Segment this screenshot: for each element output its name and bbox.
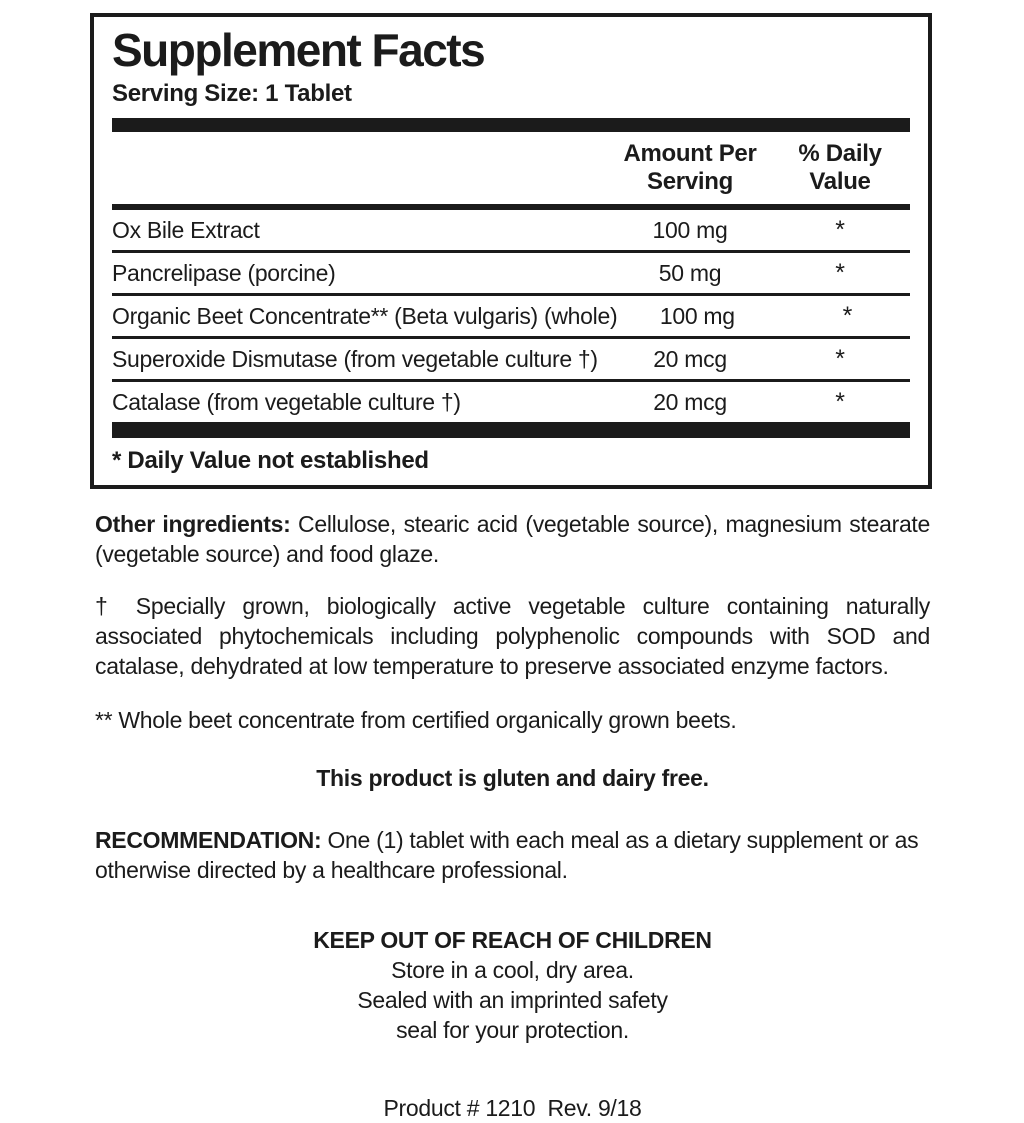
double-asterisk-footnote: ** Whole beet concentrate from certified organically grown beets. bbox=[95, 707, 737, 734]
recommendation-text: One (1) tablet with each meal as a dietary supplement or as otherwise directed by a healthcare professional. bbox=[95, 827, 919, 884]
ingredient-amount: 100 mg bbox=[659, 302, 735, 329]
table-row bbox=[112, 293, 910, 336]
ingredient-name: Pancrelipase (porcine) bbox=[112, 259, 336, 286]
other-ingredients-text: Cellulose, stearic acid (vegetable source), magnesium stearate (vegetable source) and food glaze. bbox=[95, 511, 931, 568]
storage-line: Store in a cool, dry area. bbox=[391, 957, 634, 984]
table-row bbox=[112, 210, 910, 250]
ingredients-table bbox=[112, 204, 910, 422]
ingredient-amount: 50 mg bbox=[658, 259, 722, 286]
recommendation-paragraph bbox=[95, 825, 930, 885]
product-number: Product # 1210 Rev. 9/18 bbox=[383, 1095, 642, 1122]
ingredient-name: Superoxide Dismutase (from vegetable culture †) bbox=[112, 345, 598, 372]
ingredient-amount: 20 mcg bbox=[653, 345, 727, 372]
ingredient-daily-value: * bbox=[835, 387, 845, 416]
header-percent-daily-value: % Daily Value bbox=[798, 139, 882, 195]
ingredient-daily-value: * bbox=[842, 301, 853, 330]
dagger-footnote: † Specially grown, biologically active vegetable culture containing naturally associated phytochemicals including polyphenolic compounds with SOD and catalase, dehydrated at low temperature to preserve associated enzyme factors. bbox=[95, 593, 930, 680]
header-amount-per-serving: Amount Per Serving bbox=[623, 139, 757, 195]
daily-value-footnote: * Daily Value not established bbox=[112, 447, 429, 475]
keep-out-of-reach-warning: KEEP OUT OF REACH OF CHILDREN bbox=[313, 927, 712, 954]
ingredient-name: Organic Beet Concentrate** (Beta vulgaris) (whole) bbox=[112, 302, 618, 329]
ingredient-name: Catalase (from vegetable culture †) bbox=[112, 388, 461, 415]
divider-thick-bottom bbox=[112, 422, 910, 438]
table-row bbox=[112, 336, 910, 379]
ingredient-amount: 20 mcg bbox=[653, 388, 727, 415]
gluten-dairy-free-statement: This product is gluten and dairy free. bbox=[316, 765, 709, 792]
supplement-facts-panel bbox=[90, 13, 932, 489]
ingredient-daily-value: * bbox=[835, 258, 845, 287]
storage-line: seal for your protection. bbox=[396, 1017, 629, 1044]
ingredient-name: Ox Bile Extract bbox=[112, 216, 260, 243]
table-header-row bbox=[112, 132, 910, 205]
recommendation-label: RECOMMENDATION: bbox=[95, 827, 322, 854]
panel-title: Supplement Facts bbox=[112, 24, 485, 76]
storage-line: Sealed with an imprinted safety bbox=[357, 987, 668, 1014]
table-row bbox=[112, 379, 910, 422]
serving-size: Serving Size: 1 Tablet bbox=[112, 79, 352, 107]
table-row bbox=[112, 250, 910, 293]
ingredient-daily-value: * bbox=[835, 215, 845, 244]
ingredient-daily-value: * bbox=[835, 344, 845, 373]
other-ingredients-paragraph bbox=[95, 509, 930, 569]
other-ingredients-label: Other ingredients: bbox=[95, 511, 291, 538]
divider-thick-top bbox=[112, 118, 910, 132]
ingredient-amount: 100 mg bbox=[652, 216, 728, 243]
